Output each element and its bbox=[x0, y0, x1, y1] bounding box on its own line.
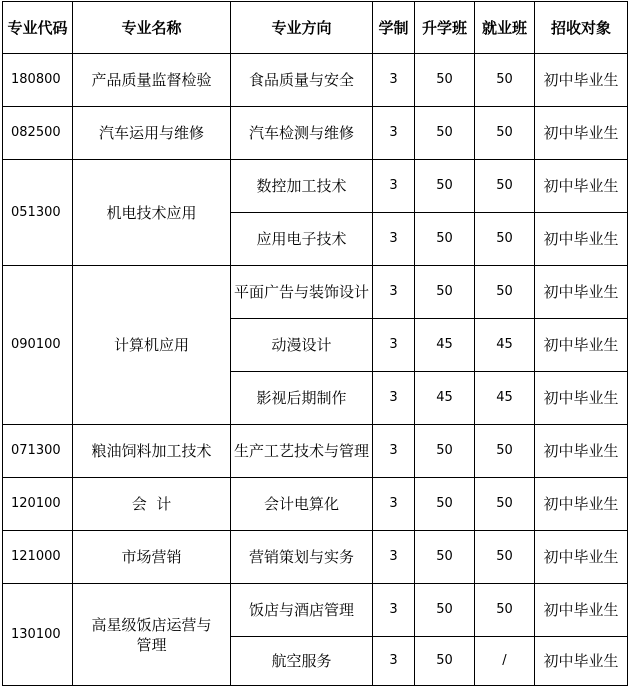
years-cell: 3 bbox=[373, 107, 415, 160]
further-cell: 50 bbox=[415, 637, 475, 686]
table-row bbox=[3, 425, 628, 478]
major-code: 130100 bbox=[3, 584, 73, 686]
target-cell: 初中毕业生 bbox=[535, 584, 628, 637]
target-cell: 初中毕业生 bbox=[535, 637, 628, 686]
target-cell: 初中毕业生 bbox=[535, 531, 628, 584]
table-row bbox=[3, 531, 628, 584]
major-name: 会 计 bbox=[73, 478, 231, 531]
major-code: 120100 bbox=[3, 478, 73, 531]
major-code: 180800 bbox=[3, 54, 73, 107]
header-years: 学制 bbox=[373, 2, 415, 54]
major-direction: 会计电算化 bbox=[231, 478, 373, 531]
major-name: 市场营销 bbox=[73, 531, 231, 584]
employ-cell: 50 bbox=[475, 584, 535, 637]
employ-cell: 50 bbox=[475, 107, 535, 160]
years-cell: 3 bbox=[373, 584, 415, 637]
employ-cell: / bbox=[475, 637, 535, 686]
years-cell: 3 bbox=[373, 213, 415, 266]
years-cell: 3 bbox=[373, 54, 415, 107]
table-row bbox=[3, 54, 628, 107]
table-row bbox=[3, 160, 628, 213]
years-cell: 3 bbox=[373, 372, 415, 425]
years-cell: 3 bbox=[373, 319, 415, 372]
further-cell: 50 bbox=[415, 54, 475, 107]
header-target: 招收对象 bbox=[535, 2, 628, 54]
further-cell: 50 bbox=[415, 266, 475, 319]
major-name: 计算机应用 bbox=[73, 266, 231, 425]
table-row bbox=[3, 107, 628, 160]
further-cell: 45 bbox=[415, 372, 475, 425]
years-cell: 3 bbox=[373, 266, 415, 319]
target-cell: 初中毕业生 bbox=[535, 213, 628, 266]
major-code: 121000 bbox=[3, 531, 73, 584]
major-direction: 数控加工技术 bbox=[231, 160, 373, 213]
major-direction: 影视后期制作 bbox=[231, 372, 373, 425]
employ-cell: 50 bbox=[475, 54, 535, 107]
major-code: 082500 bbox=[3, 107, 73, 160]
header-further: 升学班 bbox=[415, 2, 475, 54]
further-cell: 50 bbox=[415, 531, 475, 584]
employ-cell: 50 bbox=[475, 478, 535, 531]
target-cell: 初中毕业生 bbox=[535, 372, 628, 425]
further-cell: 50 bbox=[415, 584, 475, 637]
major-direction: 应用电子技术 bbox=[231, 213, 373, 266]
target-cell: 初中毕业生 bbox=[535, 478, 628, 531]
further-cell: 50 bbox=[415, 478, 475, 531]
major-name: 汽车运用与维修 bbox=[73, 107, 231, 160]
major-direction: 食品质量与安全 bbox=[231, 54, 373, 107]
major-code: 051300 bbox=[3, 160, 73, 266]
major-name: 产品质量监督检验 bbox=[73, 54, 231, 107]
further-cell: 50 bbox=[415, 425, 475, 478]
employ-cell: 50 bbox=[475, 213, 535, 266]
major-name: 粮油饲料加工技术 bbox=[73, 425, 231, 478]
years-cell: 3 bbox=[373, 531, 415, 584]
target-cell: 初中毕业生 bbox=[535, 425, 628, 478]
years-cell: 3 bbox=[373, 425, 415, 478]
major-direction: 营销策划与实务 bbox=[231, 531, 373, 584]
target-cell: 初中毕业生 bbox=[535, 107, 628, 160]
header-row bbox=[3, 2, 628, 54]
target-cell: 初中毕业生 bbox=[535, 266, 628, 319]
major-direction: 动漫设计 bbox=[231, 319, 373, 372]
employ-cell: 45 bbox=[475, 372, 535, 425]
majors-table bbox=[2, 1, 628, 686]
further-cell: 50 bbox=[415, 160, 475, 213]
table-row bbox=[3, 478, 628, 531]
header-direction: 专业方向 bbox=[231, 2, 373, 54]
employ-cell: 50 bbox=[475, 425, 535, 478]
years-cell: 3 bbox=[373, 478, 415, 531]
target-cell: 初中毕业生 bbox=[535, 319, 628, 372]
table-row bbox=[3, 266, 628, 319]
major-direction: 饭店与酒店管理 bbox=[231, 584, 373, 637]
major-code: 090100 bbox=[3, 266, 73, 425]
header-name: 专业名称 bbox=[73, 2, 231, 54]
employ-cell: 45 bbox=[475, 319, 535, 372]
major-direction: 汽车检测与维修 bbox=[231, 107, 373, 160]
table-row bbox=[3, 584, 628, 637]
major-name: 高星级饭店运营与管理 bbox=[73, 584, 231, 686]
further-cell: 45 bbox=[415, 319, 475, 372]
years-cell: 3 bbox=[373, 160, 415, 213]
major-direction: 生产工艺技术与管理 bbox=[231, 425, 373, 478]
major-direction: 平面广告与装饰设计 bbox=[231, 266, 373, 319]
further-cell: 50 bbox=[415, 213, 475, 266]
header-code: 专业代码 bbox=[3, 2, 73, 54]
major-direction: 航空服务 bbox=[231, 637, 373, 686]
target-cell: 初中毕业生 bbox=[535, 54, 628, 107]
target-cell: 初中毕业生 bbox=[535, 160, 628, 213]
header-employ: 就业班 bbox=[475, 2, 535, 54]
major-name: 机电技术应用 bbox=[73, 160, 231, 266]
further-cell: 50 bbox=[415, 107, 475, 160]
years-cell: 3 bbox=[373, 637, 415, 686]
employ-cell: 50 bbox=[475, 531, 535, 584]
employ-cell: 50 bbox=[475, 160, 535, 213]
major-code: 071300 bbox=[3, 425, 73, 478]
employ-cell: 50 bbox=[475, 266, 535, 319]
